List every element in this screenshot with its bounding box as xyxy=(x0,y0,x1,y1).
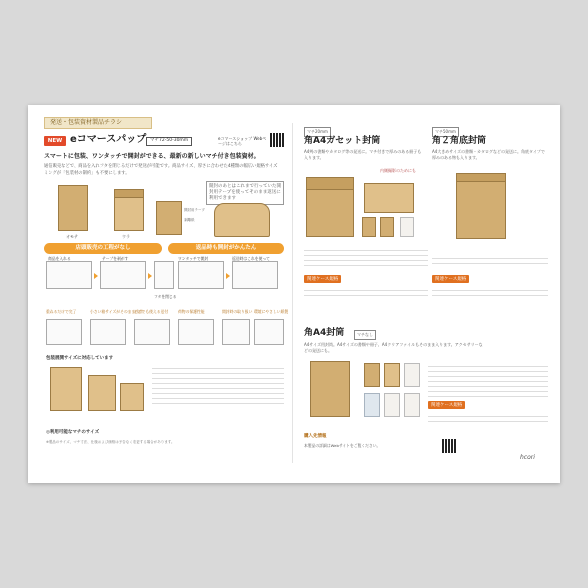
copyright-note: ※製品のサイズ、マチ寸法、仕様および価格は予告なく変更する場合があります。 xyxy=(46,440,175,444)
flow-step-label: テープを剥がす xyxy=(102,256,129,261)
envelope-side-illustration xyxy=(114,189,144,231)
gusset-size-3 xyxy=(400,217,414,237)
brochure-sheet xyxy=(28,105,560,483)
qr-code-icon xyxy=(442,439,456,453)
gusset-table xyxy=(304,245,428,266)
flow-step xyxy=(178,261,224,289)
benefit-label: 開封時の取り扱い xyxy=(222,309,253,314)
size-table xyxy=(152,363,284,404)
benefit-label: 環境にやさしい紙製 xyxy=(254,309,289,314)
benefit-illustration xyxy=(178,319,214,345)
envelope-back-illustration xyxy=(156,201,182,235)
square-bottom-section: 関連ケース規格 xyxy=(432,275,469,283)
header-note: eコマースショップ Webページはこちら xyxy=(218,136,267,146)
category-tab: 発送・包装資材製品チラシ xyxy=(44,117,152,129)
a4-color-light xyxy=(384,363,400,387)
brand-logo: hcori xyxy=(520,454,535,461)
flow-step-label: 返送時はこれを使って xyxy=(232,256,270,261)
a4-envelope-desc: A4サイズ用封筒。A4サイズの書類や冊子、A4クリアファイルもそのまま入ります。アクセサリーなどの発送にも。 xyxy=(304,342,483,353)
flow-step xyxy=(46,261,92,289)
a4-color-kraft xyxy=(364,363,380,387)
gusset-tag: マチ20mm xyxy=(304,127,331,137)
square-bottom-tag: マチ50mm xyxy=(432,127,459,137)
benefit-illustration xyxy=(254,319,284,345)
size-envelope-c xyxy=(120,383,144,411)
gusset-section: 関連ケース規格 xyxy=(304,275,341,283)
flow-step xyxy=(232,261,278,289)
ecommerce-bag-title: eコマースパップ xyxy=(70,134,147,145)
benefit-illustration xyxy=(90,319,126,345)
flow-step xyxy=(100,261,146,289)
size-envelope-a xyxy=(50,367,82,411)
flow-a-heading: 店頭販売の工程がなし xyxy=(44,243,162,254)
purchase-heading: 購入先情報 xyxy=(304,434,327,439)
gusset-size-1 xyxy=(362,217,376,237)
benefit-illustration xyxy=(222,319,250,345)
benefit-illustration xyxy=(46,319,82,345)
gusset-size-2 xyxy=(380,217,394,237)
a4-envelope-table xyxy=(428,361,548,397)
benefit-label: どこでも使える送付 xyxy=(134,309,169,314)
tape-label: 開封用テープ xyxy=(184,208,205,212)
benefit-illustration xyxy=(134,319,170,345)
square-bottom-desc: A4大きめサイズの書類・カタログなどの発送に。角底タイプで厚みのある物も入ります。 xyxy=(432,149,545,160)
ecommerce-bag-code: マチ72-50-30mm xyxy=(146,137,192,146)
footer-note-left: ◎利用可能なマチのサイズ xyxy=(46,430,100,435)
new-badge: NEW xyxy=(44,136,66,146)
a4-color-white-3 xyxy=(404,393,420,417)
benefit-label: 荷物の保護性能 xyxy=(178,309,205,314)
flow-step-label: フタを閉じる xyxy=(154,294,177,299)
front-label: オモテ xyxy=(66,234,78,239)
square-bottom-title: 角２角底封筒 xyxy=(432,136,487,146)
arrow-right-icon xyxy=(94,273,98,279)
a4-envelope-illustration xyxy=(310,361,350,417)
square-bottom-case-table xyxy=(432,285,548,296)
flow-step xyxy=(154,261,174,289)
gusset-envelope-illustration xyxy=(306,177,354,237)
gusset-case-table xyxy=(304,285,428,296)
body-text-1: 通信販売などで、商品を入れフタを閉じるだけで発送が可能です。商品サイズ、厚さに合わせた4種類の幅広い規格サイズ xyxy=(44,164,278,169)
gusset-title: 角A4ガセット封筒 xyxy=(304,136,381,146)
qr-code-icon xyxy=(270,133,284,147)
size-envelope-b xyxy=(88,375,116,411)
square-bottom-table xyxy=(432,253,548,264)
flow-step-label: 商品を入れる xyxy=(48,256,71,261)
size-heading: 包装展開サイズに対応しています xyxy=(46,356,114,361)
note-box: 開封のあとはこれまで行っていた開封用テープを使ってそのまま返送に利用できます xyxy=(206,181,284,205)
benefit-label: 小さい箱サイズがそのまま出荷 xyxy=(90,309,143,314)
a4-color-white-2 xyxy=(384,393,400,417)
purchase-note: 本製品の詳細はWebサイトをご覧ください。 xyxy=(304,443,381,448)
lead-text: スマートに包装、ワンタッチで開封ができる、最新の新しいマチ付き包装資材。 xyxy=(44,153,260,160)
envelope-open-illustration xyxy=(214,203,270,237)
a4-color-blue xyxy=(364,393,380,417)
a4-envelope-tag: マチなし xyxy=(354,330,376,340)
flow-step-label: ワンタッチで開封 xyxy=(178,256,209,261)
arrow-right-icon xyxy=(148,273,152,279)
a4-envelope-title: 角A4封筒 xyxy=(304,328,345,338)
gusset-desc: A4判の書類やカタログ等の発送に。マチ付きで厚みのある冊子も入ります。 xyxy=(304,149,422,160)
a4-color-white xyxy=(404,363,420,387)
envelope-front-illustration xyxy=(58,185,88,231)
back-label: ウラ xyxy=(122,234,130,239)
body-text-2: ミングが「包装材の制約」も不要にします。 xyxy=(44,171,130,176)
arrow-right-icon xyxy=(226,273,230,279)
a4-envelope-section: 関連ケース規格 xyxy=(428,401,465,409)
square-bottom-envelope xyxy=(456,173,506,239)
benefit-label: 重ねるだけで完了 xyxy=(46,309,77,314)
peel-label: 剥離紙 xyxy=(184,218,195,222)
gusset-callout: 内側撮影のためにも xyxy=(380,168,416,173)
flow-b-heading: 返品時も開封がかんたん xyxy=(168,243,284,254)
gusset-envelope-open xyxy=(364,183,414,213)
a4-envelope-case-table xyxy=(428,411,548,422)
page-divider xyxy=(292,123,293,463)
